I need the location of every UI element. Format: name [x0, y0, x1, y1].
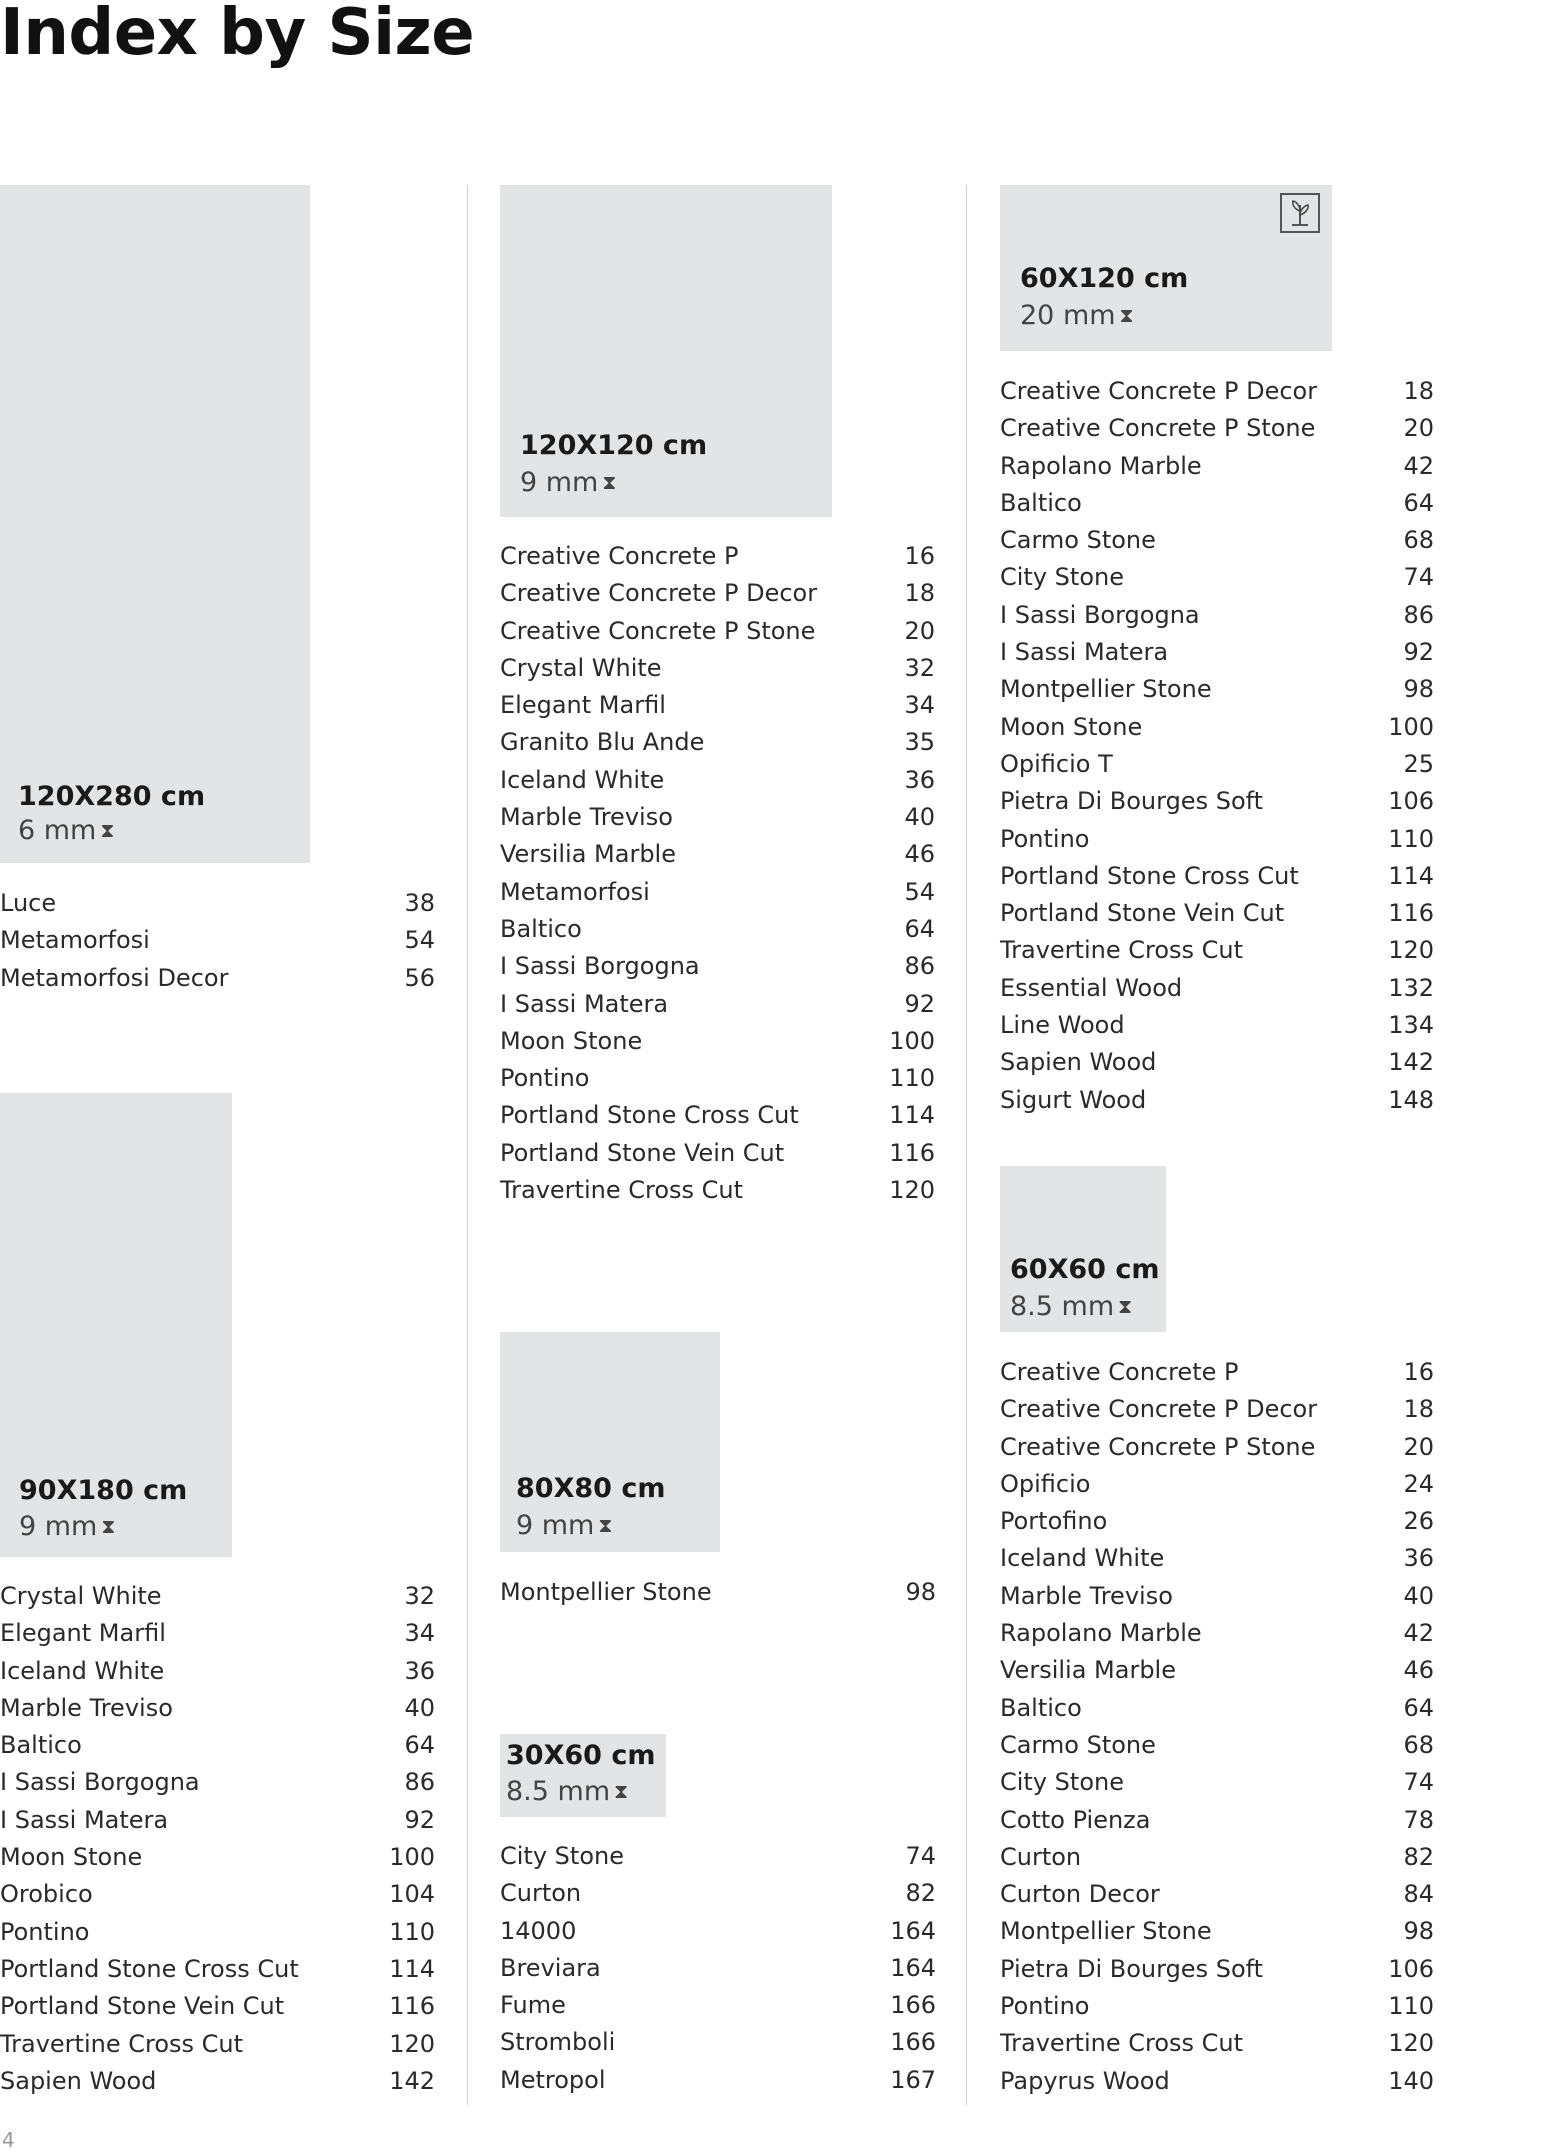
entry-name: Montpellier Stone — [1000, 1917, 1212, 1946]
index-entry — [500, 1950, 936, 1987]
index-entry — [1000, 1503, 1434, 1540]
entry-page: 24 — [1403, 1469, 1434, 1498]
entry-name: I Sassi Matera — [500, 989, 669, 1018]
index-entry — [500, 538, 935, 575]
size-label: 30X60 cm — [506, 1740, 656, 1771]
entry-name: Pontino — [1000, 824, 1090, 853]
entry-name: Baltico — [500, 914, 582, 943]
entry-page: 68 — [1403, 526, 1434, 555]
entry-name: Sigurt Wood — [1000, 1085, 1147, 1114]
page-title: Index by Size — [0, 0, 475, 70]
index-entry — [500, 911, 935, 948]
entry-page: 120 — [1388, 936, 1434, 965]
entry-name: Granito Blu Ande — [500, 728, 705, 757]
index-entry — [500, 613, 935, 650]
index-entry — [1000, 970, 1434, 1007]
entry-page: 25 — [1403, 749, 1434, 778]
index-entry — [1000, 1082, 1434, 1119]
entry-page: 64 — [1403, 1693, 1434, 1722]
entry-page: 26 — [1403, 1507, 1434, 1536]
index-entry — [1000, 783, 1434, 820]
entry-name: Opificio T — [1000, 749, 1113, 778]
entry-name: Curton Decor — [1000, 1880, 1160, 1909]
index-entry — [500, 836, 935, 873]
index-entry — [0, 1690, 435, 1727]
entry-page: 64 — [904, 914, 935, 943]
entry-name: Essential Wood — [1000, 973, 1183, 1002]
entry-page: 78 — [1403, 1805, 1434, 1834]
entry-page: 167 — [890, 2065, 936, 2094]
index-entry — [1000, 1802, 1434, 1839]
size-label: 120X280 cm — [18, 781, 206, 812]
entry-name: City Stone — [500, 1842, 624, 1870]
entry-page: 74 — [1403, 563, 1434, 592]
index-entry — [500, 948, 935, 985]
index-entry — [1000, 1007, 1434, 1044]
entry-page: 18 — [1403, 377, 1434, 405]
entry-page: 100 — [1388, 712, 1434, 741]
entry-page: 16 — [904, 542, 935, 570]
entry-page: 18 — [1403, 1395, 1434, 1424]
entry-page: 86 — [904, 952, 935, 981]
index-entry — [1000, 1913, 1434, 1950]
index-entry — [1000, 1391, 1434, 1428]
entry-name: I Sassi Borgogna — [1000, 600, 1200, 629]
swatch-120x280 — [0, 185, 310, 863]
entry-name: Sapien Wood — [0, 2066, 157, 2095]
index-entry — [1000, 932, 1434, 969]
entry-name: Crystal White — [500, 653, 662, 682]
entry-name: Creative Concrete P Stone — [1000, 1432, 1316, 1461]
entry-page: 142 — [389, 2066, 435, 2095]
index-entry — [500, 1097, 935, 1134]
entry-name: Rapolano Marble — [1000, 451, 1202, 480]
entry-name: City Stone — [1000, 1768, 1124, 1797]
index-entry — [1000, 597, 1434, 634]
entry-name: Moon Stone — [1000, 712, 1143, 741]
swatch-90x180 — [0, 1093, 232, 1557]
index-entry — [1000, 448, 1434, 485]
entry-name: I Sassi Borgogna — [500, 952, 700, 981]
index-entry — [1000, 1839, 1434, 1876]
entry-page: 110 — [1388, 824, 1434, 853]
index-entry — [500, 1913, 936, 1950]
entry-name: Portland Stone Vein Cut — [1000, 899, 1285, 928]
index-entry — [0, 1727, 435, 1764]
index-entry — [0, 1653, 435, 1690]
entry-name: Crystal White — [0, 1582, 162, 1610]
entry-page: 32 — [404, 1582, 435, 1610]
entry-name: Metamorfosi Decor — [0, 963, 229, 992]
index-entry — [0, 1578, 435, 1615]
entry-page: 46 — [904, 840, 935, 869]
entry-name: I Sassi Matera — [0, 1805, 169, 1834]
index-entry — [1000, 1044, 1434, 1081]
entry-page: 100 — [389, 1843, 435, 1872]
entry-page: 132 — [1388, 973, 1434, 1002]
entry-name: Creative Concrete P Decor — [500, 579, 818, 608]
index-entry — [1000, 895, 1434, 932]
entry-name: Creative Concrete P — [1000, 1358, 1239, 1386]
index-entry — [500, 650, 935, 687]
entry-page: 74 — [1403, 1768, 1434, 1797]
entry-page: 40 — [904, 803, 935, 832]
index-entry — [500, 1875, 936, 1912]
index-entry — [1000, 1988, 1434, 2025]
column-divider-1 — [467, 185, 468, 2105]
entry-name: Versilia Marble — [1000, 1656, 1176, 1685]
entry-name: Baltico — [0, 1731, 82, 1760]
entry-name: Baltico — [1000, 1693, 1082, 1722]
swatch-60x60 — [1000, 1166, 1166, 1332]
entry-name: Breviara — [500, 1953, 601, 1982]
entry-page: 36 — [904, 765, 935, 794]
index-entry — [0, 1914, 435, 1951]
entry-name: Papyrus Wood — [1000, 2066, 1170, 2095]
index-entry — [1000, 1578, 1434, 1615]
entry-page: 120 — [1388, 2029, 1434, 2058]
entry-name: Elegant Marfil — [500, 691, 666, 720]
entry-page: 54 — [404, 926, 435, 955]
entry-page: 166 — [890, 2028, 936, 2057]
swatch-30x60 — [500, 1734, 666, 1817]
entry-name: Creative Concrete P Stone — [500, 616, 816, 645]
index-entry — [1000, 1876, 1434, 1913]
entry-name: Opificio — [1000, 1469, 1091, 1498]
index-entry — [0, 960, 435, 997]
thickness-icon: ⧗ — [614, 1779, 629, 1803]
entry-name: Pontino — [1000, 1992, 1090, 2021]
entry-name: Marble Treviso — [0, 1693, 173, 1722]
entry-page: 34 — [904, 691, 935, 720]
entry-page: 98 — [1403, 675, 1434, 704]
entry-page: 64 — [404, 1731, 435, 1760]
entry-name: Pietra Di Bourges Soft — [1000, 1954, 1264, 1983]
entry-page: 82 — [905, 1879, 936, 1908]
entry-page: 92 — [1403, 638, 1434, 667]
entry-name: Pietra Di Bourges Soft — [1000, 787, 1264, 816]
entry-name: Metamorfosi — [0, 926, 150, 955]
entry-name: I Sassi Matera — [1000, 638, 1169, 667]
entry-page: 106 — [1388, 1954, 1434, 1983]
entry-name: Curton — [500, 1879, 582, 1908]
entry-page: 20 — [1403, 1432, 1434, 1461]
index-entry — [1000, 373, 1434, 410]
size-label: 60X120 cm — [1020, 263, 1189, 294]
index-entry — [1000, 746, 1434, 783]
entry-page: 164 — [890, 1953, 936, 1982]
tile-list-60x60 — [1000, 1354, 1434, 2100]
entry-name: Pontino — [0, 1917, 90, 1946]
index-entry — [1000, 821, 1434, 858]
thickness-icon: ⧗ — [602, 470, 617, 494]
entry-page: 92 — [904, 989, 935, 1018]
index-entry — [1000, 709, 1434, 746]
entry-page: 42 — [1403, 1619, 1434, 1648]
entry-page: 114 — [389, 1954, 435, 1983]
index-entry — [0, 1951, 435, 1988]
index-entry — [0, 1615, 435, 1652]
entry-page: 120 — [889, 1176, 935, 1205]
entry-name: Fume — [500, 1991, 566, 2020]
entry-name: Portland Stone Vein Cut — [500, 1138, 785, 1167]
page-number: 4 — [2, 2128, 15, 2152]
entry-page: 16 — [1403, 1358, 1434, 1386]
tile-list-30x60 — [500, 1838, 936, 2099]
thickness-icon: ⧗ — [598, 1513, 613, 1537]
entry-name: Rapolano Marble — [1000, 1619, 1202, 1648]
index-entry — [500, 2062, 936, 2099]
index-entry — [500, 1135, 935, 1172]
index-entry — [500, 874, 935, 911]
entry-name: Travertine Cross Cut — [0, 2029, 244, 2058]
entry-page: 148 — [1388, 1085, 1434, 1114]
tile-list-80x80 — [500, 1574, 936, 1611]
entry-page: 164 — [890, 1916, 936, 1945]
index-entry — [500, 986, 935, 1023]
index-entry — [1000, 559, 1434, 596]
entry-page: 36 — [1403, 1544, 1434, 1573]
entry-page: 140 — [1388, 2066, 1434, 2095]
entry-page: 35 — [904, 728, 935, 757]
entry-page: 116 — [889, 1138, 935, 1167]
entry-name: Marble Treviso — [500, 803, 673, 832]
size-label: 90X180 cm — [19, 1475, 188, 1506]
index-entry — [500, 1987, 936, 2024]
entry-page: 166 — [890, 1991, 936, 2020]
swatch-60x120 — [1000, 185, 1332, 351]
swatch-120x120 — [500, 185, 832, 517]
entry-name: Pontino — [500, 1064, 590, 1093]
index-entry — [0, 2026, 435, 2063]
entry-page: 20 — [1403, 414, 1434, 443]
entry-name: Portland Stone Cross Cut — [500, 1101, 799, 1130]
index-entry — [500, 1060, 935, 1097]
entry-name: Orobico — [0, 1880, 93, 1909]
entry-name: Portofino — [1000, 1507, 1108, 1536]
index-entry — [1000, 522, 1434, 559]
thickness-label: 8.5 mm ⧗ — [506, 1776, 629, 1807]
index-entry — [1000, 1764, 1434, 1801]
entry-name: Marble Treviso — [1000, 1581, 1173, 1610]
entry-name: Montpellier Stone — [500, 1578, 712, 1606]
entry-name: Sapien Wood — [1000, 1048, 1157, 1077]
size-label: 120X120 cm — [520, 430, 708, 461]
index-entry — [1000, 1951, 1434, 1988]
size-label: 60X60 cm — [1010, 1254, 1160, 1285]
index-entry — [500, 575, 935, 612]
index-entry — [1000, 1540, 1434, 1577]
entry-page: 32 — [904, 653, 935, 682]
index-entry — [0, 1988, 435, 2025]
entry-name: Baltico — [1000, 488, 1082, 517]
entry-page: 18 — [904, 579, 935, 608]
entry-page: 98 — [1403, 1917, 1434, 1946]
entry-name: Creative Concrete P Decor — [1000, 1395, 1318, 1424]
thickness-label: 9 mm ⧗ — [19, 1511, 116, 1542]
entry-page: 20 — [904, 616, 935, 645]
index-entry — [1000, 2063, 1434, 2100]
entry-name: Moon Stone — [0, 1843, 143, 1872]
entry-page: 36 — [404, 1656, 435, 1685]
entry-page: 82 — [1403, 1842, 1434, 1871]
index-entry — [500, 762, 935, 799]
entry-name: Travertine Cross Cut — [1000, 2029, 1244, 2058]
index-entry — [500, 2024, 936, 2061]
entry-page: 34 — [404, 1619, 435, 1648]
entry-page: 114 — [1388, 861, 1434, 890]
leaf-icon — [1280, 193, 1320, 233]
tile-list-60x120 — [1000, 373, 1434, 1119]
entry-page: 110 — [889, 1064, 935, 1093]
entry-page: 100 — [889, 1026, 935, 1055]
entry-name: Montpellier Stone — [1000, 675, 1212, 704]
entry-page: 84 — [1403, 1880, 1434, 1909]
index-entry — [1000, 671, 1434, 708]
entry-page: 116 — [1388, 899, 1434, 928]
entry-name: Moon Stone — [500, 1026, 643, 1055]
entry-page: 114 — [889, 1101, 935, 1130]
entry-page: 104 — [389, 1880, 435, 1909]
thickness-icon: ⧗ — [101, 1514, 116, 1538]
swatch-80x80 — [500, 1332, 720, 1552]
entry-page: 86 — [1403, 600, 1434, 629]
tile-list-120x280 — [0, 885, 435, 997]
entry-page: 116 — [389, 1992, 435, 2021]
entry-name: Iceland White — [1000, 1544, 1165, 1573]
index-entry — [500, 1574, 936, 1611]
index-entry — [500, 724, 935, 761]
entry-page: 68 — [1403, 1730, 1434, 1759]
index-entry — [0, 1839, 435, 1876]
entry-name: Portland Stone Cross Cut — [0, 1954, 299, 1983]
tile-list-120x120 — [500, 538, 935, 1209]
entry-name: I Sassi Borgogna — [0, 1768, 200, 1797]
entry-name: Metamorfosi — [500, 877, 650, 906]
index-entry — [500, 1172, 935, 1209]
entry-name: Line Wood — [1000, 1011, 1125, 1040]
entry-name: Creative Concrete P Decor — [1000, 377, 1318, 405]
entry-name: Creative Concrete P — [500, 542, 739, 570]
index-entry — [1000, 858, 1434, 895]
index-entry — [500, 1838, 936, 1875]
entry-name: Stromboli — [500, 2028, 616, 2057]
entry-name: Portland Stone Cross Cut — [1000, 861, 1299, 890]
index-entry — [1000, 1466, 1434, 1503]
index-entry — [0, 1764, 435, 1801]
entry-page: 40 — [1403, 1581, 1434, 1610]
entry-page: 40 — [404, 1693, 435, 1722]
index-entry — [0, 1876, 435, 1913]
entry-name: Creative Concrete P Stone — [1000, 414, 1316, 443]
entry-name: Portland Stone Vein Cut — [0, 1992, 285, 2021]
entry-page: 98 — [905, 1578, 936, 1606]
thickness-icon: ⧗ — [1118, 1294, 1133, 1318]
index-entry — [1000, 1727, 1434, 1764]
index-entry — [1000, 634, 1434, 671]
entry-name: Elegant Marfil — [0, 1619, 166, 1648]
entry-page: 56 — [404, 963, 435, 992]
entry-page: 38 — [404, 889, 435, 917]
entry-name: Travertine Cross Cut — [1000, 936, 1244, 965]
entry-name: Curton — [1000, 1842, 1082, 1871]
index-entry — [1000, 1429, 1434, 1466]
entry-name: Cotto Pienza — [1000, 1805, 1151, 1834]
entry-page: 46 — [1403, 1656, 1434, 1685]
index-entry — [1000, 485, 1434, 522]
entry-page: 110 — [1388, 1992, 1434, 2021]
index-entry — [1000, 2025, 1434, 2062]
index-entry — [0, 922, 435, 959]
thickness-label: 9 mm ⧗ — [520, 467, 617, 498]
entry-page: 134 — [1388, 1011, 1434, 1040]
entry-name: Carmo Stone — [1000, 1730, 1156, 1759]
index-entry — [1000, 1354, 1434, 1391]
tile-list-90x180 — [0, 1578, 435, 2100]
size-label: 80X80 cm — [516, 1473, 666, 1504]
column-divider-2 — [966, 185, 967, 2105]
entry-page: 74 — [905, 1842, 936, 1870]
entry-page: 64 — [1403, 488, 1434, 517]
index-entry — [500, 799, 935, 836]
thickness-label: 6 mm ⧗ — [18, 815, 115, 846]
thickness-icon: ⧗ — [100, 818, 115, 842]
entry-page: 110 — [389, 1917, 435, 1946]
index-entry — [0, 2063, 435, 2100]
entry-page: 120 — [389, 2029, 435, 2058]
thickness-icon: ⧗ — [1119, 303, 1134, 327]
entry-page: 92 — [404, 1805, 435, 1834]
thickness-label: 20 mm ⧗ — [1020, 300, 1134, 331]
index-entry — [500, 1023, 935, 1060]
entry-name: City Stone — [1000, 563, 1124, 592]
entry-name: Iceland White — [500, 765, 665, 794]
entry-name: Iceland White — [0, 1656, 165, 1685]
entry-page: 42 — [1403, 451, 1434, 480]
entry-name: Carmo Stone — [1000, 526, 1156, 555]
index-entry — [500, 687, 935, 724]
index-entry — [1000, 1615, 1434, 1652]
index-entry — [0, 885, 435, 922]
entry-name: Versilia Marble — [500, 840, 676, 869]
entry-name: Travertine Cross Cut — [500, 1176, 744, 1205]
index-entry — [1000, 1652, 1434, 1689]
index-entry — [1000, 1690, 1434, 1727]
index-entry — [1000, 410, 1434, 447]
entry-page: 106 — [1388, 787, 1434, 816]
entry-name: Metropol — [500, 2065, 606, 2094]
thickness-label: 8.5 mm ⧗ — [1010, 1291, 1133, 1322]
index-entry — [0, 1802, 435, 1839]
entry-name: 14000 — [500, 1916, 577, 1945]
entry-page: 142 — [1388, 1048, 1434, 1077]
entry-name: Luce — [0, 889, 57, 917]
entry-page: 86 — [404, 1768, 435, 1797]
entry-page: 54 — [904, 877, 935, 906]
thickness-label: 9 mm ⧗ — [516, 1510, 613, 1541]
